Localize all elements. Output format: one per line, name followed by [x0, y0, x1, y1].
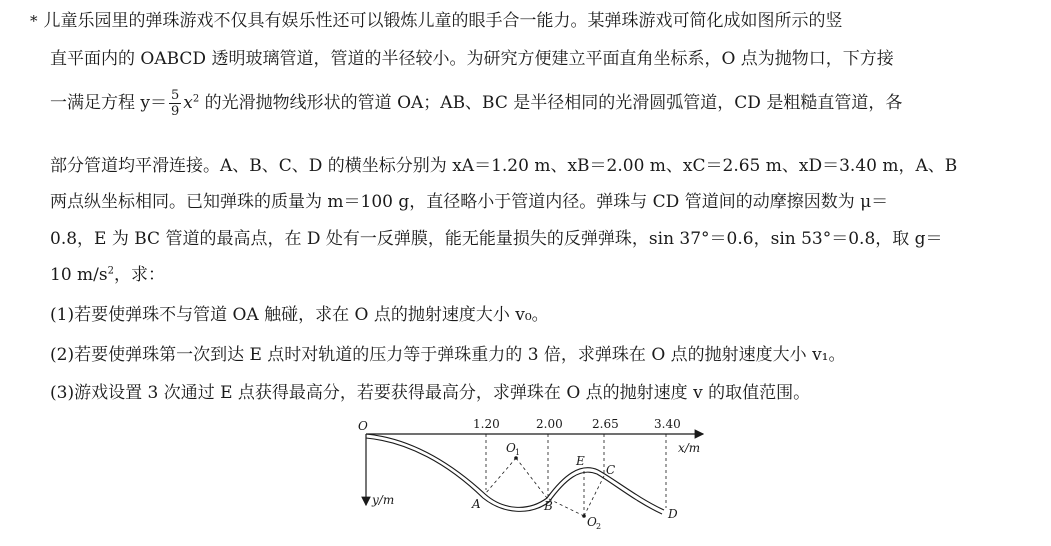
label-o1-sub: 1	[515, 448, 521, 457]
label-b: B	[544, 499, 553, 513]
problem-line-5: 两点纵坐标相同。已知弹珠的质量为 m＝100 g，直径略小于管道内径。弹珠与 CD 管道间的动摩擦因数为 μ＝	[50, 192, 889, 212]
problem-line-4: 部分管道均平滑连接。A、B、C、D 的横坐标分别为 xA＝1.20 m、xB＝2.00 m、xC＝2.65 m、xD＝3.40 m，A、B	[50, 156, 958, 176]
tick-label-2-65: 2.65	[592, 417, 619, 431]
problem-line-3: 一满足方程 y＝ $\frac{5}{9}$ $x^2$ 的光滑抛物线形状的管道 OA；AB、BC 是半径相同的光滑圆弧管道，CD 是粗糙直管道，各	[50, 88, 903, 119]
track-diagram	[348, 410, 718, 544]
problem-line-1: * 儿童乐园里的弹珠游戏不仅具有娱乐性还可以锻炼儿童的眼手合一能力。某弹珠游戏可简化成如图所示的竖	[30, 11, 843, 31]
problem-line-2: 直平面内的 OABCD 透明玻璃管道，管道的半径较小。为研究方便建立平面直角坐标系，O 点为抛物口，下方接	[50, 49, 894, 69]
label-c: C	[606, 463, 616, 477]
radius-o1-b	[516, 458, 547, 498]
label-a: A	[472, 497, 481, 511]
label-d: D	[668, 507, 678, 521]
star-marker: *	[30, 12, 38, 30]
label-e: E	[576, 454, 585, 468]
question-3: (3)游戏设置 3 次通过 E 点获得最高分，若要获得最高分，求弹珠在 O 点的抛射速度 v 的取值范围。	[50, 383, 811, 403]
label-o1: O	[506, 441, 516, 455]
origin-label: O	[358, 419, 368, 433]
question-2: (2)若要使弹珠第一次到达 E 点时对轨道的压力等于弹珠重力的 3 倍，求弹珠在 O 点的抛射速度大小 v₁。	[50, 345, 846, 365]
label-o2: O	[587, 515, 597, 529]
label-o2-sub: 2	[596, 522, 602, 531]
problem-line-7: 10 $m/s^2$，求：	[50, 265, 165, 285]
x-axis-label: x/m	[678, 441, 701, 455]
fraction-5-9: $\frac{5}{9}$	[171, 88, 180, 119]
y-axis-label: y/m	[372, 493, 395, 507]
point-o2	[582, 514, 586, 518]
question-1: (1)若要使弹珠不与管道 OA 触碰，求在 O 点的抛射速度大小 v₀。	[50, 305, 549, 325]
tick-label-3-40: 3.40	[654, 417, 681, 431]
tick-label-2-00: 2.00	[536, 417, 563, 431]
radius-o1-a	[485, 458, 516, 494]
tick-label-1-20: 1.20	[473, 417, 500, 431]
problem-line-6: 0.8，E 为 BC 管道的最高点，在 D 处有一反弹膜，能无能量损失的反弹弹珠，sin 37°＝0.6，sin 53°＝0.8，取 g＝	[50, 229, 943, 249]
radius-o2-c	[584, 476, 604, 516]
